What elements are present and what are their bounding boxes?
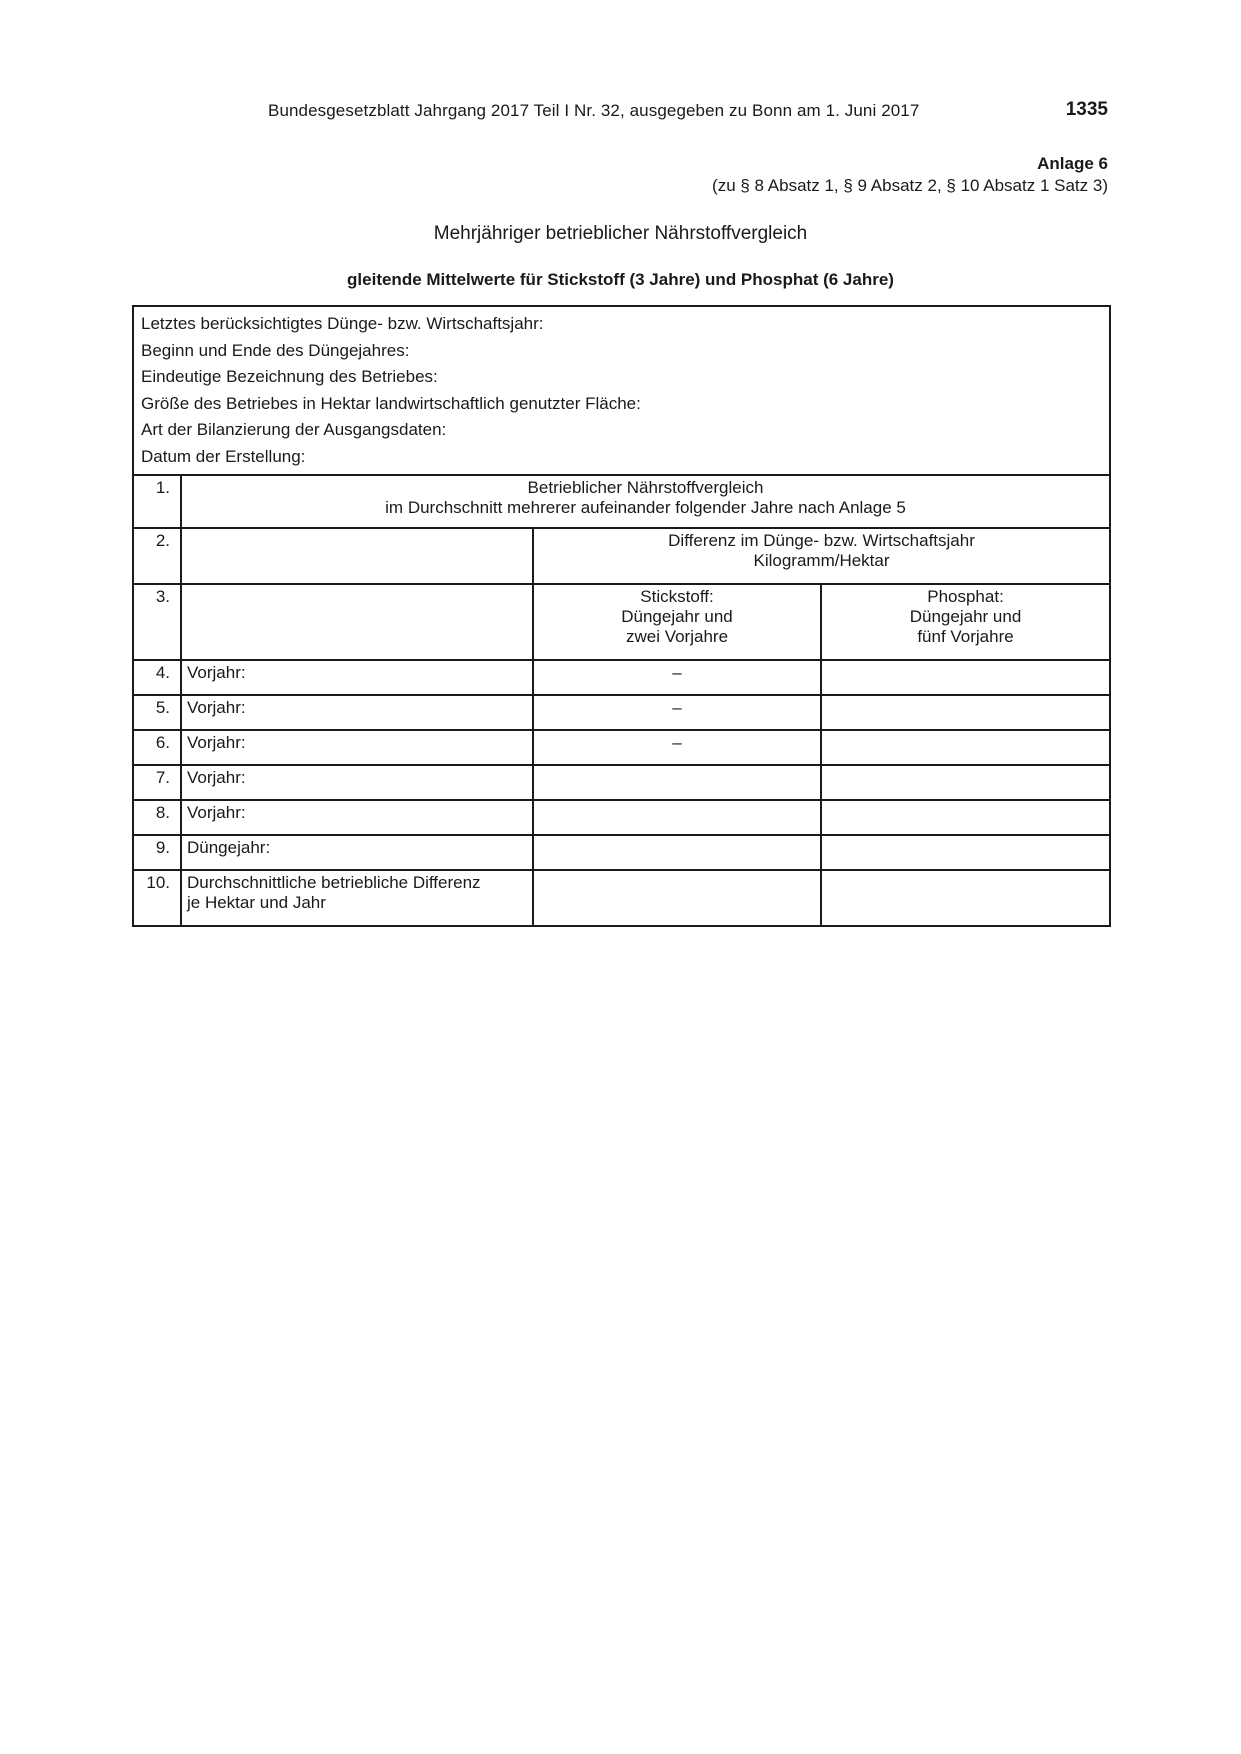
row-number: 6. bbox=[133, 730, 181, 765]
table-row bbox=[133, 475, 1110, 528]
row-number: 1. bbox=[133, 475, 181, 528]
row-number: 3. bbox=[133, 584, 181, 660]
row-number: 2. bbox=[133, 528, 181, 584]
row-label: Düngejahr: bbox=[181, 835, 533, 870]
section-heading bbox=[181, 475, 1110, 528]
stickstoff-cell: – bbox=[533, 730, 821, 765]
row-label-line: je Hektar und Jahr bbox=[187, 893, 326, 912]
info-row bbox=[133, 306, 1110, 475]
row-label-line: Durchschnittliche betriebliche Differenz bbox=[187, 873, 481, 892]
table-row bbox=[133, 870, 1110, 926]
table-row bbox=[133, 730, 1110, 765]
info-field: Art der Bilanzierung der Ausgangsdaten: bbox=[141, 420, 447, 439]
journal-header: Bundesgesetzblatt Jahrgang 2017 Teil I Nr. 32, ausgegeben zu Bonn am 1. Juni 2017 bbox=[268, 101, 920, 120]
stickstoff-cell bbox=[533, 800, 821, 835]
header-line: Düngejahr und bbox=[909, 607, 1022, 626]
row-label: Vorjahr: bbox=[181, 695, 533, 730]
header-line: zwei Vorjahre bbox=[625, 627, 729, 646]
empty-cell bbox=[181, 528, 533, 584]
table-row bbox=[133, 528, 1110, 584]
info-field: Letztes berücksichtigtes Dünge- bzw. Wirtschaftsjahr: bbox=[141, 314, 544, 333]
phosphat-cell bbox=[821, 695, 1110, 730]
row-label: Vorjahr: bbox=[181, 660, 533, 695]
difference-heading-line: Differenz im Dünge- bzw. Wirtschaftsjahr bbox=[668, 531, 975, 550]
table-row bbox=[133, 660, 1110, 695]
row-label: Vorjahr: bbox=[181, 730, 533, 765]
info-field: Eindeutige Bezeichnung des Betriebes: bbox=[141, 367, 438, 386]
row-number: 9. bbox=[133, 835, 181, 870]
info-field: Datum der Erstellung: bbox=[141, 446, 306, 466]
row-number: 4. bbox=[133, 660, 181, 695]
phosphat-column-header bbox=[821, 584, 1110, 660]
header-line: Stickstoff: bbox=[640, 587, 714, 606]
document-title: Mehrjähriger betrieblicher Nährstoffvergleich bbox=[433, 223, 808, 244]
stickstoff-column-header bbox=[533, 584, 821, 660]
phosphat-cell bbox=[821, 765, 1110, 800]
table-row bbox=[133, 584, 1110, 660]
header-line: Düngejahr und bbox=[621, 607, 733, 626]
phosphat-cell bbox=[821, 660, 1110, 695]
section-heading-line: Betrieblicher Nährstoffvergleich bbox=[527, 478, 764, 497]
header-line: Phosphat: bbox=[927, 587, 1004, 606]
row-label: Vorjahr: bbox=[181, 800, 533, 835]
stickstoff-cell: – bbox=[533, 660, 821, 695]
row-number: 8. bbox=[133, 800, 181, 835]
nutrient-comparison-table bbox=[132, 305, 1111, 927]
section-heading-line: im Durchschnitt mehrerer aufeinander folgender Jahre nach Anlage 5 bbox=[385, 498, 906, 517]
phosphat-cell bbox=[821, 730, 1110, 765]
document-subtitle: gleitende Mittelwerte für Stickstoff (3 Jahre) und Phosphat (6 Jahre) bbox=[347, 270, 894, 289]
info-field: Größe des Betriebes in Hektar landwirtschaftlich genutzter Fläche: bbox=[141, 393, 641, 413]
annex-reference: (zu § 8 Absatz 1, § 9 Absatz 2, § 10 Absatz 1 Satz 3) bbox=[712, 176, 1108, 195]
info-cell bbox=[133, 306, 1110, 475]
phosphat-cell bbox=[821, 835, 1110, 870]
phosphat-cell bbox=[821, 800, 1110, 835]
difference-heading-line: Kilogramm/Hektar bbox=[753, 551, 890, 570]
annex-label: Anlage 6 bbox=[1037, 154, 1108, 173]
phosphat-cell bbox=[821, 870, 1110, 926]
difference-heading bbox=[533, 528, 1110, 584]
row-number: 10. bbox=[133, 870, 181, 926]
stickstoff-cell bbox=[533, 765, 821, 800]
info-field: Beginn und Ende des Düngejahres: bbox=[141, 340, 410, 360]
table-row bbox=[133, 800, 1110, 835]
stickstoff-cell bbox=[533, 870, 821, 926]
row-number: 7. bbox=[133, 765, 181, 800]
row-number: 5. bbox=[133, 695, 181, 730]
table-row bbox=[133, 835, 1110, 870]
row-label bbox=[181, 870, 533, 926]
empty-cell bbox=[181, 584, 533, 660]
page-number: 1335 bbox=[1065, 99, 1108, 120]
table-row bbox=[133, 765, 1110, 800]
header-line: fünf Vorjahre bbox=[917, 627, 1014, 646]
stickstoff-cell: – bbox=[533, 695, 821, 730]
stickstoff-cell bbox=[533, 835, 821, 870]
table-row bbox=[133, 695, 1110, 730]
row-label: Vorjahr: bbox=[181, 765, 533, 800]
